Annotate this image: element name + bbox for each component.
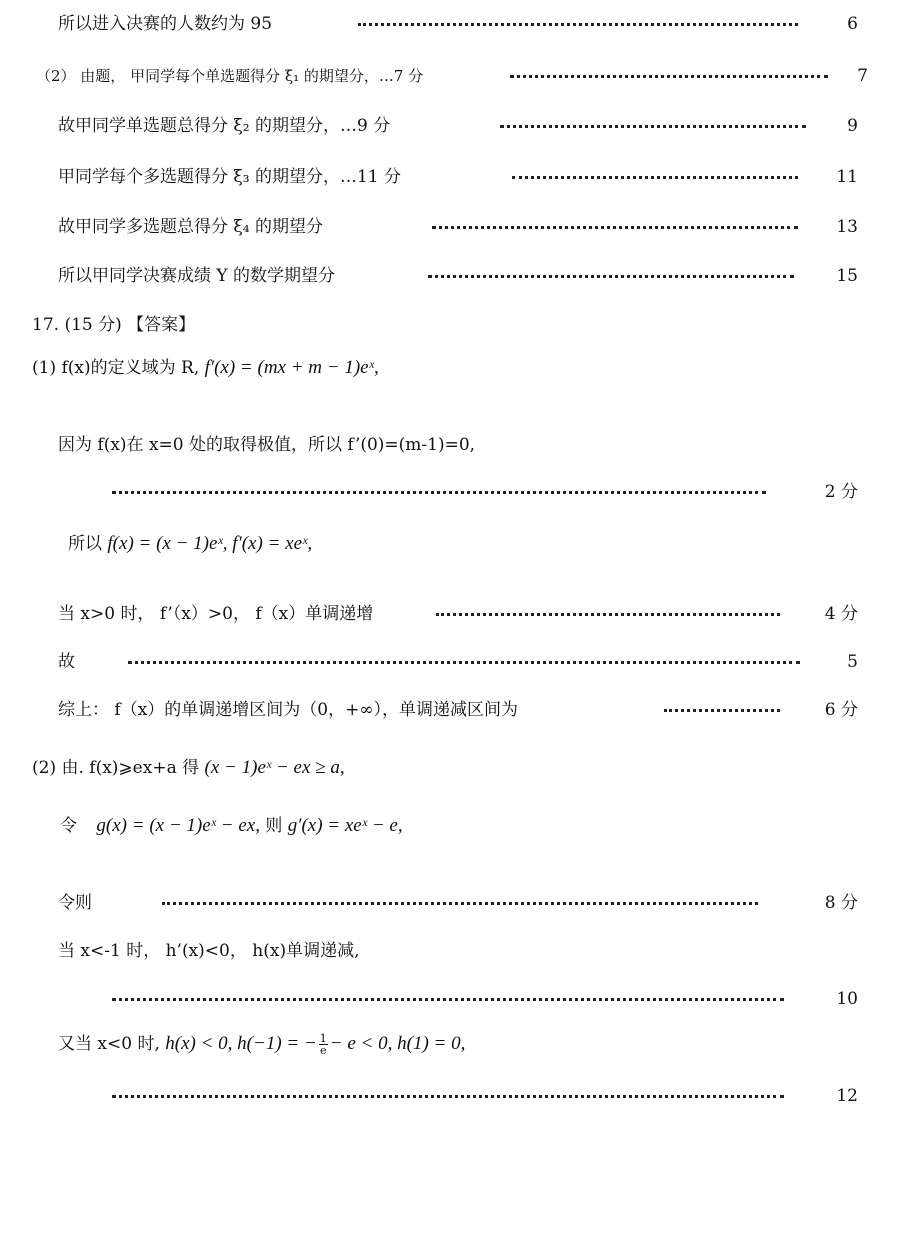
answer-line: 所以进入决赛的人数约为 95 [58,14,273,34]
line-text: 则 [265,816,283,836]
line-text: 所以 [68,534,102,554]
dot-leader [162,902,758,905]
dot-leader [112,491,766,494]
score-marker: 7 [857,66,868,86]
line-text: (2) 由. f(x)⩾ex+a 得 [32,758,200,778]
line-text: 令 [60,816,77,836]
math-formula: f(x) = (x − 1)eˣ, f′(x) = xeˣ, [107,533,313,554]
answer-line: 当 x<-1 时， h’(x)<0， h(x)单调递减, [58,941,360,961]
dot-leader [432,226,798,229]
answer-line [58,1033,465,1056]
line-text: 又当 x<0 时, [58,1034,160,1054]
fraction [319,1033,328,1056]
answer-line: 故甲同学多选题总得分 ξ₄ 的期望分 [58,217,323,237]
dot-leader [664,709,780,712]
math-formula: g(x) = (x − 1)eˣ − ex, [96,815,260,836]
dot-leader [358,23,798,26]
score-marker: 12 [836,1086,858,1106]
dot-leader [128,661,800,664]
answer-line [32,357,379,379]
math-formula: g′(x) = xeˣ − e, [287,815,403,836]
score-marker: 6 [847,14,858,34]
score-marker: 9 [847,116,858,136]
answer-line [60,815,403,837]
answer-line: 因为 f(x)在 x=0 处的取得极值，所以 f’(0)=(m-1)=0, [58,435,476,455]
score-marker: 15 [836,266,858,286]
score-marker: 6 分 [824,700,858,720]
answer-line: （2） 由题， 甲同学每个单选题得分 ξ₁ 的期望分，…7 分 [36,67,424,85]
fraction-denominator: e [320,1044,327,1057]
answer-line: 令则 [58,893,92,913]
answer-line: 甲同学每个多选题得分 ξ₃ 的期望分，…11 分 [58,167,402,187]
dot-leader [512,176,798,179]
math-formula: f′(x) = (mx + m − 1)eˣ, [204,357,379,378]
dot-leader [428,275,794,278]
score-marker: 5 [847,652,858,672]
score-marker: 2 分 [824,482,858,502]
score-marker: 8 分 [824,893,858,913]
question-header: 17. (15 分) 【答案】 [32,315,196,335]
score-marker: 11 [836,167,858,187]
dot-leader [500,125,806,128]
dot-leader [436,613,780,616]
math-formula: − e < 0, h(1) = 0, [329,1033,466,1054]
math-formula: h(x) < 0, h(−1) = − [165,1033,317,1054]
dot-leader [112,998,784,1001]
score-marker: 4 分 [824,604,858,624]
answer-line [32,757,345,779]
answer-line: 综上： f（x）的单调递增区间为（0，+∞），单调递减区间为 [58,700,519,720]
answer-line: 所以甲同学决赛成绩 Y 的数学期望分 [58,266,336,286]
line-text: (1) f(x)的定义域为 R, [32,358,200,378]
dot-leader [510,75,828,78]
answer-line: 故 [58,652,75,672]
score-marker: 10 [836,989,858,1009]
dot-leader [112,1095,784,1098]
answer-line: 当 x>0 时， f’（x）>0， f（x）单调递增 [58,604,374,624]
answer-line: 故甲同学单选题总得分 ξ₂ 的期望分，…9 分 [58,116,391,136]
score-marker: 13 [836,217,858,237]
fraction-numerator: 1 [319,1032,327,1045]
math-formula: (x − 1)eˣ − ex ≥ a, [204,757,345,778]
answer-line [68,533,312,555]
